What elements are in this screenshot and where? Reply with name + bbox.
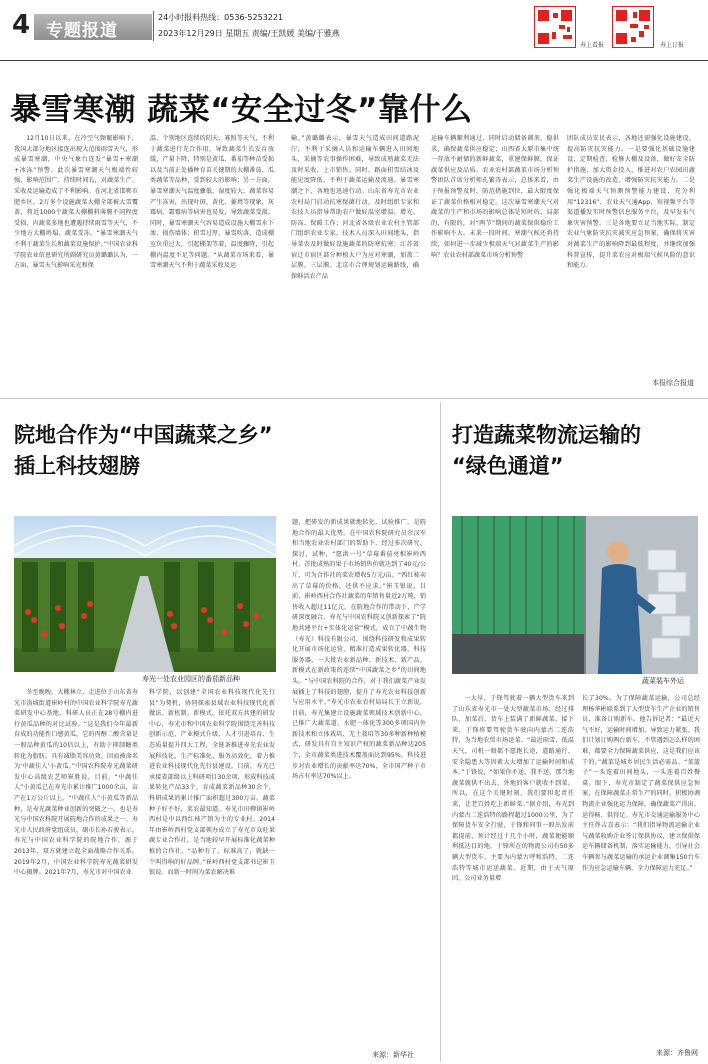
qr-code-subscribe: [612, 6, 654, 48]
article1-col1-text: 12月10日以来，在冷空气频繁影响下，我国大部分地区接连出现大范围雨雪天气，形成暴雪寒潮，中央气象台连发“暴雪+寒潮+冰冻”预警。此次暴雪寒潮天气极端性较强、影响范围广、持续时间长，对蔬菜生产、采收及运输造成了不利影响。在河北省邯郸市肥乡区，2万多个设施蔬菜大棚全部被大雪覆盖，将近1000个蔬菜大棚棚料薄膜不同程度受损，内蔬菜多地也遭遇持续雨雪等天气，不少地方大棚坍塌、蔬菜受冻。“暴雪寒潮天气不利于蔬菜生长和蔬菜设施保护。”中国农业科学院农业信息研究所副研究员黄璐璐认为，一方面，暴雪天气影响采光和保: [14, 135, 138, 270]
article1-column: [14, 134, 138, 390]
article1-column: [567, 134, 695, 378]
truck-loading-illustration: [452, 516, 698, 674]
greenhouse-illustration: [14, 516, 276, 672]
article2-headline: [14, 420, 273, 482]
article2-headline-line1: 院地合作为“中国蔬菜之乡”: [14, 423, 273, 447]
hotline: 24小时报料热线：0536-5253221: [158, 13, 284, 22]
article3-headline-line1: 打造蔬菜物流运输的: [452, 423, 641, 447]
header-rule: [0, 60, 708, 61]
article3-photo: [452, 516, 698, 674]
article3-source: 来源：齐鲁网: [656, 1049, 698, 1057]
article3-column: [452, 694, 574, 1054]
article2-headline-line2: 插上科技翅膀: [14, 454, 140, 478]
page-header: [0, 0, 708, 62]
article3-col2-text: 长了30%。为了保障蔬菜运输，公司总经理杨华彬联系到了大型货车生产企业的销售员，准备订购新车。他告诉记者：“最近天气不好，运输时间增加，导致运力紧张。我们计划订购两台新车，不管遇到怎么样的困难，都要全力保障蔬菜供应，这是我们应该干的。”蔬菜是城乡居民生活必需品。“菜篮子”一头连着田间地头，一头连着百姓餐桌。眼下，寿光市制定了蔬菜保供应急预案，在保障蔬菜正常生产的同时，积极协调物流企业强化运力保障，确保蔬菜产得出、运得畅、供得足。寿光市交通运输服务中心主任佟吉喜表示：“我们指导物流运输企业与蔬菜收购企业签订保供协议，建立保供保运车辆储备机制，落实运输能力，引导社会车辆参与蔬菜运输的承运企业调集150台车作为应急运输车辆，全力保障运力充足。”: [582, 695, 700, 872]
article2-col3-text: 题，把研发的新成果就地转化，试验推广，是院地合作的最大优势。在中国农科院研究员余汉军和当地农业农村部门的帮助下，经过多次研究、探讨、试种，“愿洪一号”草莓番茄亮相崔岭西村。首批成熟的果子市场销售价就达到了40元/公斤，可为合作社的菜农增收5万元/亩。“西红柿卖出了草莓的价格，还供不应求。”崔玉银说，目前，崔岭西村合作社蔬菜的年销售量近2万吨，销售收入超过11亿元。在院地合作的带动下，产学研深度融合，寿光与中国农科院又创新探索了“院地共建平台+实体化运营”模式，成立了中蔬生物（寿光）科技有限公司，围绕科技研发和成果转化开展市场化运营，精准打造成果转化器、科技服务器，一大批农业新品种、新技术、新产品、新模式在新政策的连续“中国蔬菜之乡”的田间地头。“与中国农科院的合作，对于我们蔬菜产业发展插上了科技的翅膀，提升了寿光农业科技创新与应用水平。”寿光市农业农村局局长王立新说，目前，寿光集建立设施蔬菜领域技术创新中心，已推广大蔬菜道、水肥一体化等300多项国内外新技术和立体栽培、无土栽培等30多种新种植模式，研发具有自主知识产权的蔬菜新品种达205个，全市蔬菜类进技术覆盖面达到95%，科技进步对农业增长的贡献率达70%，全市国产种子市场占有率达70%以上。: [292, 519, 426, 781]
article1-column: [291, 134, 419, 390]
qr-code-read: [534, 6, 576, 48]
section-title: 专题报道: [46, 21, 118, 41]
section-divider: [0, 398, 708, 399]
article1-column: [431, 134, 559, 390]
article3-photo-caption: 蔬菜装车外运: [642, 677, 684, 685]
column-divider: [440, 402, 441, 1062]
article2-col1-text: 冬至晚晚，大棚林立，走进位于山东省寿光市洛城街道崔岭村的中国农业科学院寿光蔬菜研发中心基地，科研人员正在28号棚内进行黄瓜品种的对比试验。“这是我们今年最新育成的功能性口感黄瓜，它的丙醇二酸含量是一般品种黄瓜的10倍以上，有助于抑制糖类转化为脂肪，具有减脂美容功效，因而被命名为‘中蔬佳人’小黄瓜。”中国农科院寿光蔬菜研发中心高级农艺师崔胜说，目前，“中蔬佳人”小黄瓜已在寿光市累计推广1000余亩，亩产在1万公斤以上。“中蔬佳人”小黄瓜等新品种，是寿光蔬菜种业创新的突破之一，也是寿光与中国农科院开展院地合作的成果之一。寿光市人民政府党组成员、副市长孙若骏表示，寿光与中国农业科学院的院地合作，源于2013年，双方就建立起全面战略合作关系。2019年2月，中国农业科学院寿光蔬菜研发中心揭牌。2021年7月，寿光市对中国农业: [14, 689, 138, 877]
article1-col3-text: 输。”黄璐璐表示，暴雪天气造成田间道路泥泞，不利于采摘人员和运输车辆进入田间地头，采摘等农事操作困难，导致成熟蔬菜无法及时采收、上市销售。同时，路面积雪结冰及能见度降低，不利于蔬菜运输及流通。暴雪寒潮之下，各地也迅速行动。山东省寿光市农业农村局门启动抗寒保菌行动，及时组织专家和农技人员指导帮助农户做好温室增温、增光、防冻、保暖工作；河北省各级农业农村主管部门组织农业专家、技术人员深入田间地头，指导菜农及时做好设施蔬菜的防寒抗寒；江苏省宿迁市宿区部分种植大户为应对寒潮，加盖二层膜、三层膜。北京市合理规划运输路线，确保鲜活农产品: [291, 135, 419, 280]
article1-source: 本报综合报道: [652, 379, 694, 387]
article1-column: [150, 134, 274, 390]
article3-headline-line2: “绿色通道”: [452, 454, 564, 478]
article2-photo-caption: 寿光一处农业园区的番茄新品种: [142, 675, 240, 683]
article2-column: [149, 688, 275, 1060]
article3-column: [582, 694, 700, 1044]
article1-col2-text: 温，个别地区连续的阴天、寡照等天气，不利于蔬菜进行光合作用，导致蔬菜生长发育放缓，产量下降，特别是黄瓜、番茄等种苗受损以及当前正处播种育苗关键期的大棚番茄、瓜类蔬菜等品种，受到较大的影响；另一方面，暴雪寒潮天气温度骤低、湿度较大，蔬菜容易产生冻害，出现叶斑、黄化、萎蔫等现象，灰霉病、霜霉病等病害也易发，导致蔬菜受损。同时，暴雪寒潮天气容易造成设施大棚雪水下渗，损伤墙体；积雪过厚、暴雪吹落，造成棚室负重过大，引起棚架等着，温度骤降，引起棚内温度不足等问题。“从蔬菜市场来看，暴雪寒潮天气不利于蔬菜采收及运: [150, 135, 274, 270]
article2-column: [292, 518, 426, 1048]
article3-headline: [452, 420, 641, 482]
header-divider: [153, 11, 154, 41]
article3-col1-text: 一大早，于锋驾驶着一辆大型货车来到了山东省寿光市一处大型蔬菜市场。经过排队、加菜后，货车上装满了新鲜蔬菜。接下来，于锋将要驾驶货车驶向内蒙古二连浩特，为当地农贸市场送菜。“最近雨雪、低温天气，司机一般都不愿跑长途，道路通行、安全隐患大等因素大大增加了运输时间和成本。”于锋说，“如果你不送，我不送，那当地蔬菜就供不出去，外地的客户就收不到菜。所以，在这个关键时刻，我们要担起责任来，让老百姓吃上新鲜菜。”据介绍，寿光到内蒙古二连浩特的路程超过1000公里，为了保障货车安全行驶，于锋和同事一般出发前都提前，预计经过十几个小时，蔬菜便能顺利抵达目的地。于锋所在的物流公司有50多辆大型货车，主要为内蒙古呼和浩特、二连浩特等城市运送蔬菜。近期，由于天气原因，公司业务量增: [452, 695, 574, 883]
article2-source: 来源：新华社: [372, 1051, 414, 1059]
article1-col5-text: 团队成员安民表示，各地还需强化设施建设，提高防灾抗灾能力。一是要强化基础设施建设，定期检查、检修大棚及设备，做好安全防护措施，加大资金投入，推进对农户农园田蔬菜生产设施的改造，增强防灾抗灾能力。二是强化极端天气预测预警能力建设，充分利用“12316”、农业天气通App、短视频平台等渠道播发实时预警信息服务平台，及早发布气象灾害预警。三是各地要立足当地实际，制定农业气象防灾抗灾减灾应急预案，确保将灾害对蔬菜生产的影响降到最低程度，并继续加强科普宣传，提升菜农应对极端气候风险的意识和能力。: [567, 135, 695, 270]
article2-photo: [14, 516, 276, 672]
qr-label-subscribe: 寿上订报: [660, 42, 685, 49]
date-line: 2023年12月29日 星期五 责编/王凯媛 美编/于雅燕: [158, 29, 340, 38]
qr-label-read: 寿上看报: [580, 42, 605, 49]
article1-headline: 暴雪寒潮 蔬菜“安全过冬”靠什么: [10, 92, 473, 128]
article2-col2-text: 科学院，以创建“全国农业科技现代化先行县”为契机，协同探索县域农业科技现代化新做法、新机制、新模式。依托双方共建的研发中心，寿光市和中国农业科学院围绕完善科技创新示范、产业模式升级、人才引进培育、生态质量提升四大工程，全链条推进寿光农业发展科技化、生产标准化、服务高效化，着力推进农业科技现代化先行县建设。目前，寿光已承接省部级以上科研项目30余项，形成科技成果转化产品33个，育成蔬菜新品种30余个，科研成果的累计推广面积超过300万亩。蔬菜种子好不好，菜农最知道。寿光市田柳镇崔岭西村是中以西红柿产销为主的专业村。2014年由崔岭西村党支部领办成立了寿光市众旺果蔬专业合作社，是当地较早开展标准化蔬菜种植的合作社。“品种有了，标准高了，就缺一个叫得响的好品牌。”崔岭西村党支部书记崔玉银说。而新一时间为菜农解决难: [149, 689, 275, 877]
article1-col4-text: 运输车辆顺利通过，同时启动储备调剂，稳供求，确保蔬菜供应稳定；山西省太原市集中统一存放不耐储的新鲜蔬菜，重建保鲜膜，保证蔬菜供应及品质。农业农村部蔬菜市场分析预警团队首席分析师孔繁涛表示，总体来看，由于预报预警及时、防范措施到位，最大限度保证了蔬菜价格相对稳定。这次暴雪寒潮天气对蔬菜的生产和市场的影响总体是短时的、局部的、有限的，对“两节”期间的蔬菜保供稳价工作影响不大。未来一段时间，寒潮气候还将持续，如何进一步减少极端天气对蔬菜生产的影响？农业农村部蔬菜市场分析预警: [431, 135, 559, 259]
page-number: 4: [12, 10, 31, 40]
article2-column: [14, 688, 138, 1060]
